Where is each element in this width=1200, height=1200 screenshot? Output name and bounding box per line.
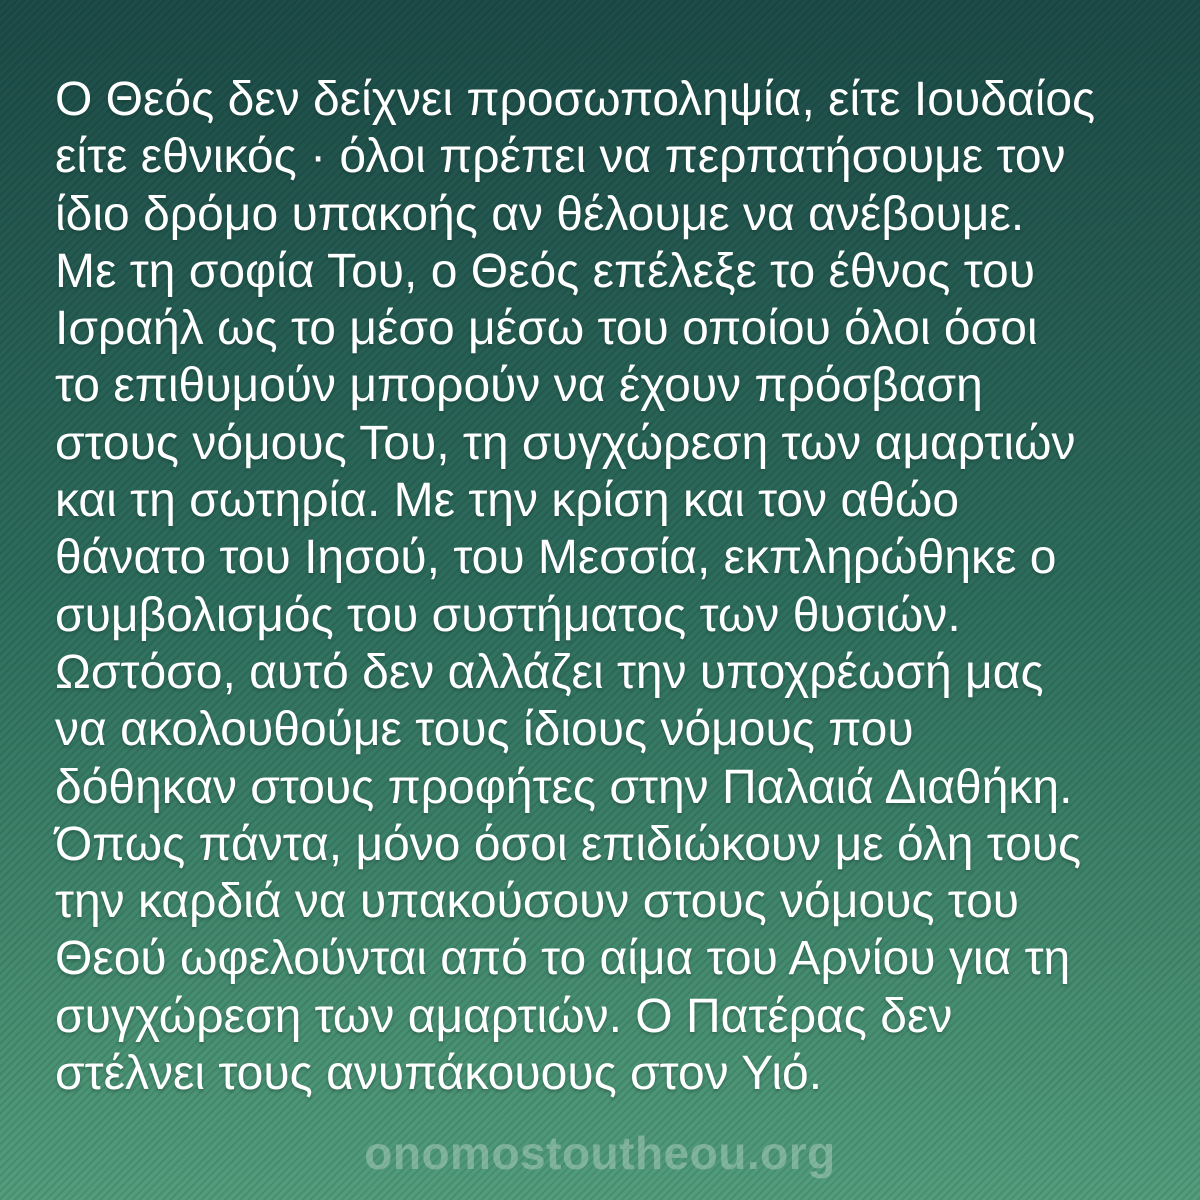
quote-line: Ισραήλ ως το μέσο μέσω του οποίου όλοι όσοι (55, 302, 1038, 356)
quote-line: συμβολισμός του συστήματος των θυσιών. (55, 588, 961, 642)
quote-line: Θεού ωφελούνται από το αίμα του Αρνίου για τη (55, 932, 1071, 986)
quote-line: Ωστόσο, αυτό δεν αλλάζει την υποχρέωσή μας (55, 645, 1044, 699)
quote-line: είτε εθνικός · όλοι πρέπει να περπατήσουμε τον (55, 130, 1066, 184)
quote-line: την καρδιά να υπακούσουν στους νόμους του (55, 875, 1020, 929)
quote-line: ίδιο δρόμο υπακοής αν θέλουμε να ανέβουμε. (55, 187, 1025, 241)
quote-line: συγχώρεση των αμαρτιών. Ο Πατέρας δεν (55, 989, 953, 1043)
watermark-url: onomostoutheou.org (364, 1127, 836, 1179)
quote-text-block (55, 71, 1185, 1102)
quote-line: Ο Θεός δεν δείχνει προσωποληψία, είτε Ιουδαίος (55, 73, 1096, 126)
quote-line: να ακολουθούμε τους ίδιους νόμους που (55, 703, 914, 757)
quote-line: το επιθυμούν μπορούν να έχουν πρόσβαση (55, 359, 983, 413)
quote-line: Με τη σοφία Του, ο Θεός επέλεξε το έθνος του (55, 244, 1035, 298)
quote-line: θάνατο του Ιησού, του Μεσσία, εκπληρώθηκε ο (55, 531, 1057, 585)
quote-line: και τη σωτηρία. Με την κρίση και τον αθώο (55, 474, 960, 528)
quote-line: στέλνει τους ανυπάκουους στον Υιό. (55, 1047, 823, 1101)
quote-line: στους νόμους Του, τη συγχώρεση των αμαρτιών (55, 416, 1076, 470)
quote-line: Όπως πάντα, μόνο όσοι επιδιώκουν με όλη τους (55, 817, 1082, 871)
quote-line: δόθηκαν στους προφήτες στην Παλαιά Διαθήκη. (55, 760, 1073, 814)
